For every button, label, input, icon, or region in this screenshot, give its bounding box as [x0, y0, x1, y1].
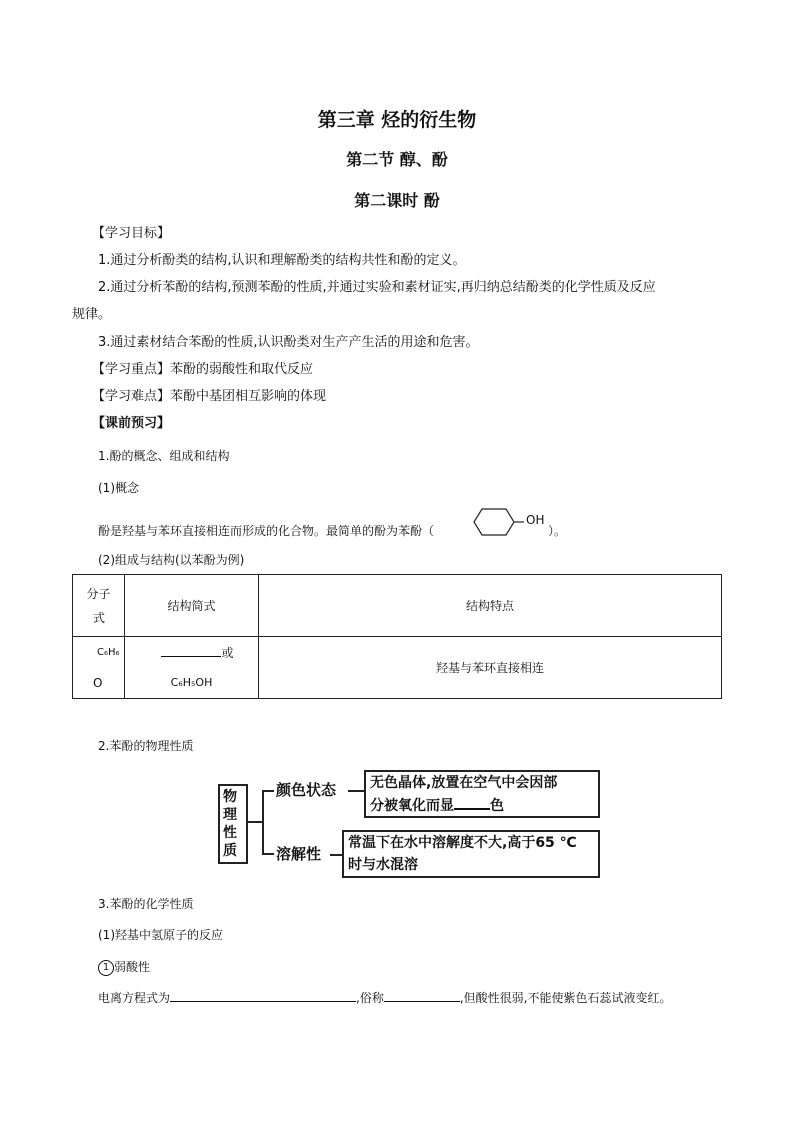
box1-line1: 无色晶体,放置在空气中会因部: [370, 775, 558, 791]
header-features: 结构特点: [259, 575, 722, 637]
common-name-blank[interactable]: [384, 989, 460, 1002]
diagram-root: 物理性质: [218, 784, 248, 864]
ionization-label: 电离方程式为: [98, 991, 171, 1005]
struct-or: 或: [221, 645, 234, 660]
preview-heading: 【课前预习】: [92, 416, 171, 431]
lesson-title: 第二课时 酚: [354, 191, 440, 210]
table-header-row: [73, 575, 722, 637]
concept-heading: (1)概念: [98, 481, 139, 495]
diagram-connector-top: [262, 790, 274, 792]
objectives-heading: 【学习目标】: [92, 226, 171, 241]
box2-line1: 常温下在水中溶解度不大,高于65 ℃: [348, 835, 577, 851]
concept-end: ）。: [548, 524, 567, 538]
header-structure: 结构简式: [125, 575, 259, 637]
box2-line2: 时与水混溶: [348, 857, 418, 873]
box1-line2: [370, 794, 594, 817]
section1-heading: 1.酚的概念、组成和结构: [98, 449, 230, 463]
key-point: [92, 358, 313, 377]
section3-sub1: (1)羟基中氢原子的反应: [98, 928, 223, 942]
struct-blank[interactable]: [161, 644, 221, 657]
ionization-blank[interactable]: [170, 989, 356, 1002]
branch-solubility: 溶解性: [276, 845, 322, 863]
structure-table: [72, 574, 722, 699]
diagram-connector-root: [248, 821, 262, 823]
weak-acidity-label: 弱酸性: [114, 960, 151, 974]
difficulty-text: 苯酚中基团相互影响的体现: [170, 389, 327, 404]
formula-line1: C₆H₆: [97, 646, 120, 658]
acidity-note: ,但酸性很弱,不能使紫色石蕊试液变红。: [459, 991, 672, 1005]
header-formula-line1: 分子: [86, 586, 111, 601]
diagram-connector-bottom: [262, 853, 274, 855]
struct-blank-line: [125, 638, 258, 668]
solubility-box: [342, 830, 600, 878]
color-blank[interactable]: [454, 794, 490, 810]
key-point-text: 苯酚的弱酸性和取代反应: [170, 362, 314, 377]
objective-2-continued: 规律。: [72, 307, 112, 322]
composition-heading: (2)组成与结构(以苯酚为例): [98, 553, 245, 567]
section3-heading: 3.苯酚的化学性质: [98, 897, 194, 911]
oh-label: OH: [526, 513, 545, 527]
physical-properties-diagram: [218, 770, 600, 882]
box1-line2a: 分被氧化而显: [370, 798, 454, 814]
cell-formula: [73, 637, 125, 699]
table-row: [73, 637, 722, 699]
diagram-connector-box2: [330, 854, 342, 856]
ionization-line: [98, 989, 671, 1006]
concept-text: 酚是羟基与苯环直接相连而形成的化合物。最简单的酚为苯酚（: [98, 524, 435, 538]
section-title: 第二节 醇、酚: [346, 150, 448, 169]
common-name-label: ,俗称: [356, 991, 384, 1005]
color-state-box: [364, 770, 600, 818]
header-formula: [73, 575, 125, 637]
formula-line2: O: [93, 675, 103, 690]
circled-number-1: 1: [98, 960, 114, 976]
cell-feature: 羟基与苯环直接相连: [259, 637, 722, 699]
chapter-title: 第三章 烃的衍生物: [317, 109, 477, 131]
header-formula-line2: 式: [93, 610, 106, 625]
difficulty-label: 【学习难点】: [92, 389, 171, 404]
cell-structure: [125, 637, 259, 699]
objective-3: 3.通过素材结合苯酚的性质,认识酚类对生产产生活的用途和危害。: [98, 335, 479, 350]
box1-line2b: 色: [490, 798, 504, 814]
difficulty: [92, 385, 326, 404]
struct-formula: C₆H₅OH: [170, 675, 213, 689]
objective-2: 2.通过分析苯酚的结构,预测苯酚的性质,并通过实验和素材证实,再归纳总结酚类的化学性质及反应: [98, 280, 656, 295]
key-point-label: 【学习重点】: [92, 362, 171, 377]
section2-heading: 2.苯酚的物理性质: [98, 739, 194, 753]
diagram-connector-box1: [348, 790, 364, 792]
weak-acidity-item: [98, 958, 150, 976]
objective-1: 1.通过分析酚类的结构,认识和理解酚类的结构共性和酚的定义。: [98, 253, 466, 268]
diagram-connector-vertical: [262, 790, 264, 854]
branch-color-state: 颜色状态: [276, 781, 337, 799]
